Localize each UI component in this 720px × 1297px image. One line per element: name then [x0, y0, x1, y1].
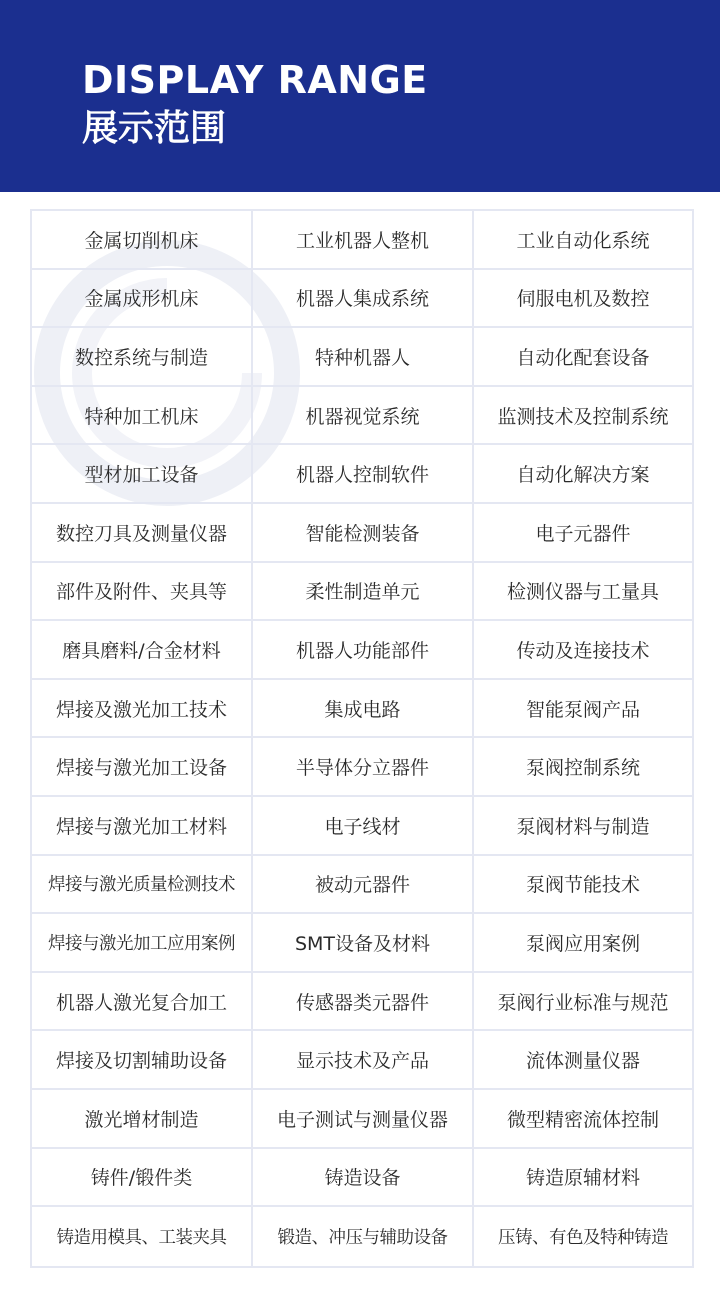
- table-cell: 机器人控制软件: [253, 445, 474, 504]
- table-cell: 智能泵阀产品: [474, 680, 692, 739]
- table-cell: 部件及附件、夹具等: [32, 563, 253, 622]
- table-cell: 检测仪器与工量具: [474, 563, 692, 622]
- table-cell: 流体测量仪器: [474, 1031, 692, 1090]
- table-cell: 磨具磨料/合金材料: [32, 621, 253, 680]
- table-cell: 自动化配套设备: [474, 328, 692, 387]
- page-title-english: DISPLAY RANGE: [82, 58, 428, 102]
- table-cell: 金属切削机床: [32, 211, 253, 270]
- table-cell: 电子元器件: [474, 504, 692, 563]
- table-cell: 被动元器件: [253, 856, 474, 915]
- table-cell: 微型精密流体控制: [474, 1090, 692, 1149]
- table-cell: 电子测试与测量仪器: [253, 1090, 474, 1149]
- table-cell: 激光增材制造: [32, 1090, 253, 1149]
- table-cell: 焊接与激光质量检测技术: [32, 856, 253, 915]
- table-cell: 焊接及激光加工技术: [32, 680, 253, 739]
- table-cell: 智能检测装备: [253, 504, 474, 563]
- table-cell: 数控系统与制造: [32, 328, 253, 387]
- table-cell: 自动化解决方案: [474, 445, 692, 504]
- table-cell: 锻造、冲压与辅助设备: [253, 1207, 474, 1266]
- table-cell: 焊接与激光加工设备: [32, 738, 253, 797]
- table-cell: 机器人激光复合加工: [32, 973, 253, 1032]
- table-cell: 泵阀应用案例: [474, 914, 692, 973]
- table-cell: 焊接与激光加工应用案例: [32, 914, 253, 973]
- table-cell: 机器人功能部件: [253, 621, 474, 680]
- table-cell: 铸件/锻件类: [32, 1149, 253, 1208]
- table-cell: 焊接及切割辅助设备: [32, 1031, 253, 1090]
- table-cell: 铸造设备: [253, 1149, 474, 1208]
- table-cell: 传动及连接技术: [474, 621, 692, 680]
- table-cell: 机器人集成系统: [253, 270, 474, 329]
- table-cell: 铸造原辅材料: [474, 1149, 692, 1208]
- table-cell: 泵阀控制系统: [474, 738, 692, 797]
- page-title-chinese: 展示范围: [82, 108, 227, 149]
- table-cell: 显示技术及产品: [253, 1031, 474, 1090]
- table-cell: 柔性制造单元: [253, 563, 474, 622]
- table-cell: 监测技术及控制系统: [474, 387, 692, 446]
- header-banner: [0, 0, 720, 192]
- table-cell: 集成电路: [253, 680, 474, 739]
- display-range-table: [30, 209, 694, 1268]
- table-cell: 伺服电机及数控: [474, 270, 692, 329]
- table-cell: SMT设备及材料: [253, 914, 474, 973]
- table-cell: 半导体分立器件: [253, 738, 474, 797]
- table-cell: 机器视觉系统: [253, 387, 474, 446]
- table-cell: 泵阀节能技术: [474, 856, 692, 915]
- table-cell: 工业自动化系统: [474, 211, 692, 270]
- table-cell: 泵阀行业标准与规范: [474, 973, 692, 1032]
- table-cell: 工业机器人整机: [253, 211, 474, 270]
- table-cell: 泵阀材料与制造: [474, 797, 692, 856]
- table-cell: 电子线材: [253, 797, 474, 856]
- table-cell: 数控刀具及测量仪器: [32, 504, 253, 563]
- table-cell: 焊接与激光加工材料: [32, 797, 253, 856]
- table-cell: 金属成形机床: [32, 270, 253, 329]
- table-cell: 型材加工设备: [32, 445, 253, 504]
- table-cell: 压铸、有色及特种铸造: [498, 1227, 668, 1248]
- table-cell: 铸造用模具、工装夹具: [32, 1207, 253, 1266]
- table-cell: 特种机器人: [253, 328, 474, 387]
- table-cell: 传感器类元器件: [253, 973, 474, 1032]
- table-cell: 特种加工机床: [32, 387, 253, 446]
